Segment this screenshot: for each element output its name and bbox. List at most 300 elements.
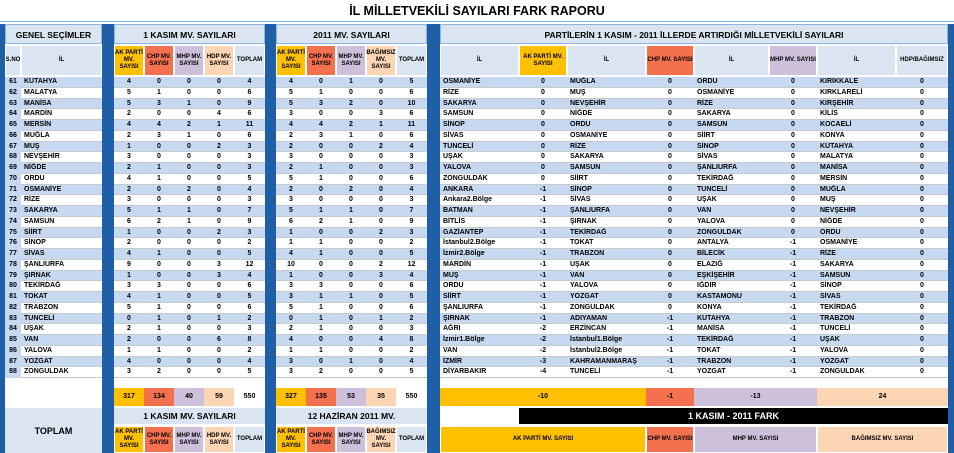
cell-chp-2011: 3 (319, 99, 323, 107)
cell-f-il1: UŞAK (443, 153, 463, 161)
cell-bag-2011: 0 (379, 131, 383, 139)
cell-akp-2011: 2 (289, 325, 293, 333)
cell-f-il4: KİLİS (820, 110, 838, 118)
cell-chp-2011: 1 (319, 239, 323, 247)
cell-hdp: 4 (217, 110, 221, 118)
cell-sno: 79 (5, 271, 21, 282)
cell-f-il1: SİNOP (443, 121, 465, 128)
cell-f-il1: OSMANİYE (443, 78, 481, 85)
cell-chp: 1 (157, 303, 161, 311)
cell-mhp: 0 (187, 78, 191, 85)
cell-chp: 0 (157, 153, 161, 161)
totals-blank (5, 388, 102, 406)
cell-akp-2011: 4 (289, 250, 293, 257)
cell-bag-2011: 2 (379, 260, 383, 268)
cell-chp: 1 (157, 293, 161, 300)
cell-f-il3: SAKARYA (697, 110, 731, 118)
cell-il: MUŞ (24, 142, 40, 150)
cell-akp: 2 (127, 325, 131, 333)
header-f-akp: AK PARTİ MV. SAYISI (519, 45, 567, 76)
cell-f-il4: KOCAELİ (820, 121, 852, 128)
cell-f-il4: MERSİN (820, 174, 848, 182)
cell-akp-2011: 2 (289, 185, 293, 193)
cell-f-akp: 0 (541, 142, 545, 150)
cell-chp: 3 (157, 131, 161, 139)
cell-mhp-2011: 0 (349, 325, 353, 333)
cell-f-chp: -1 (666, 314, 674, 322)
cell-f-il2: İstanbul2.Bölge (570, 346, 623, 354)
cell-f-il3: SİVAS (697, 153, 718, 161)
cell-f-hdp: 0 (920, 153, 924, 161)
cell-mhp-2011: 0 (349, 174, 353, 182)
cell-toplam-2011: 2 (409, 346, 414, 354)
header-akp-2011: AK PARTİ MV. SAYISI (276, 45, 306, 76)
cell-il: UŞAK (24, 325, 44, 333)
cell-bag-2011: 2 (379, 228, 383, 236)
footer-haziran: 12 HAZİRAN 2011 MV. (276, 408, 427, 424)
cell-mhp-2011: 0 (349, 164, 353, 171)
footer-f-bag: BAĞIMSIZ MV. SAYISI (817, 426, 948, 453)
cell-f-hdp: 0 (920, 185, 924, 193)
cell-bag-2011: 3 (379, 110, 383, 118)
header-f-il1: İL (440, 45, 519, 76)
cell-il: MARDİN (24, 110, 52, 118)
cell-f-hdp: 0 (920, 260, 924, 268)
cell-mhp: 0 (187, 153, 191, 161)
cell-bag-2011: 0 (379, 164, 383, 171)
cell-f-mhp: 0 (791, 174, 795, 182)
cell-akp: 3 (127, 153, 131, 161)
cell-toplam-2011: 4 (409, 271, 414, 279)
cell-toplam-2011: 5 (409, 78, 414, 85)
cell-chp-2011: 2 (319, 368, 323, 376)
cell-f-il4: KONYA (820, 131, 845, 139)
cell-f-il3: KONYA (697, 303, 722, 311)
cell-chp: 0 (157, 196, 161, 204)
cell-hdp: 0 (217, 196, 221, 204)
cell-hdp: 0 (217, 78, 221, 85)
cell-f-akp: 0 (541, 78, 545, 85)
cell-f-mhp: 0 (791, 196, 795, 204)
cell-f-il1: ANKARA (443, 185, 474, 193)
cell-toplam-2011: 5 (409, 250, 414, 257)
cell-il: ZONGULDAK (24, 368, 69, 376)
cell-chp: 0 (157, 336, 161, 343)
cell-mhp: 0 (187, 142, 191, 150)
cell-akp: 5 (127, 88, 131, 96)
footer-blank (440, 408, 519, 424)
cell-f-hdp: 0 (920, 271, 924, 279)
cell-toplam: 3 (247, 228, 252, 236)
cell-mhp-2011: 2 (349, 185, 353, 193)
cell-f-il3: UŞAK (697, 196, 717, 204)
header-bagimsiz-2011: BAĞIMSIZ MV. SAYISI (366, 45, 396, 76)
cell-mhp-2011: 1 (349, 78, 353, 85)
cell-f-il4: KIRŞEHİR (820, 99, 854, 107)
section-partiler: PARTİLERİN 1 KASIM - 2011 İLLERDE ARTIRDIĞI MİLLETVEKİLİ SAYILARI (440, 24, 948, 44)
cell-bag-2011: 0 (379, 250, 383, 257)
cell-f-mhp: -1 (789, 282, 797, 290)
cell-hdp: 0 (217, 99, 221, 107)
section-kasim: 1 KASIM MV. SAYILARI (114, 24, 265, 44)
cell-chp: 1 (157, 250, 161, 257)
footer-fark: 1 KASIM - 2011 FARK (519, 408, 948, 424)
cell-f-il1: YALOVA (443, 164, 472, 171)
cell-f-il3: ORDU (697, 78, 718, 85)
cell-f-akp: 0 (541, 153, 545, 161)
cell-mhp-2011: 1 (349, 357, 353, 365)
cell-mhp: 0 (187, 303, 191, 311)
cell-chp: 1 (157, 174, 161, 182)
cell-f-il2: KAHRAMANMARAŞ (570, 357, 637, 365)
cell-f-hdp: 0 (920, 346, 924, 354)
footer-f-mhp: MHP MV. SAYISI (694, 426, 817, 453)
cell-f-chp: -1 (666, 325, 674, 333)
cell-chp: 0 (157, 357, 161, 365)
cell-bag-2011: 1 (379, 314, 383, 322)
cell-il: ŞANLIURFA (24, 260, 65, 268)
cell-f-il4: NİĞDE (820, 217, 843, 225)
cell-f-mhp: 0 (791, 121, 795, 128)
cell-akp-2011: 4 (289, 121, 293, 128)
cell-f-il2: ERZİNCAN (570, 325, 607, 333)
cell-toplam: 8 (247, 336, 252, 343)
cell-f-il4: ZONGULDAK (820, 368, 865, 376)
cell-mhp: 2 (187, 185, 191, 193)
footer-kasim: 1 KASIM MV. SAYILARI (114, 408, 265, 424)
cell-hdp: 0 (217, 250, 221, 257)
header-toplam-2011: TOPLAM (396, 45, 427, 76)
cell-akp-2011: 3 (289, 110, 293, 118)
cell-akp-2011: 3 (289, 368, 293, 376)
cell-f-il3: ELAZIĞ (697, 260, 723, 268)
cell-chp-2011: 1 (319, 303, 323, 311)
cell-f-mhp: -1 (789, 336, 797, 343)
total-2011: 550 (396, 388, 427, 406)
cell-toplam: 4 (247, 357, 252, 365)
cell-f-il4: SAMSUN (820, 271, 851, 279)
cell-mhp-2011: 2 (349, 99, 353, 107)
header-f-il3: İL (694, 45, 769, 76)
cell-hdp: 0 (217, 346, 221, 354)
cell-akp-2011: 3 (289, 282, 293, 290)
cell-chp: 1 (157, 346, 161, 354)
cell-f-akp: -1 (539, 196, 547, 204)
cell-hdp: 0 (217, 207, 221, 214)
cell-f-il3: TUNCELİ (697, 185, 728, 193)
cell-f-il2: ORDU (570, 121, 591, 128)
cell-f-mhp: -1 (789, 314, 797, 322)
cell-f-hdp: 0 (920, 228, 924, 236)
cell-toplam: 6 (247, 110, 252, 118)
cell-chp: 0 (157, 239, 161, 247)
cell-f-il3: SİNOP (697, 142, 719, 150)
cell-chp-2011: 0 (319, 153, 323, 161)
cell-f-mhp: -1 (789, 260, 797, 268)
cell-sno: 69 (5, 163, 21, 174)
cell-f-chp: 0 (668, 99, 672, 107)
cell-il: TOKAT (24, 293, 48, 300)
cell-f-il3: KÜTAHYA (697, 314, 731, 322)
cell-hdp: 3 (217, 271, 221, 279)
cell-toplam: 4 (247, 78, 252, 85)
cell-f-hdp: 0 (920, 217, 924, 225)
cell-akp-2011: 1 (289, 346, 293, 354)
cell-il: ORDU (24, 174, 45, 182)
cell-f-hdp: 0 (920, 121, 924, 128)
cell-f-il3: IĞDIR (697, 282, 717, 290)
cell-chp: 0 (157, 228, 161, 236)
cell-f-chp: 0 (668, 250, 672, 257)
cell-toplam: 3 (247, 142, 252, 150)
cell-chp-2011: 0 (319, 228, 323, 236)
footer-f-akp: AK PARTİ MV. SAYISI (440, 426, 646, 453)
cell-f-il1: BİTLİS (443, 217, 466, 225)
cell-akp-2011: 5 (289, 303, 293, 311)
cell-f-chp: -1 (666, 346, 674, 354)
cell-chp: 0 (157, 110, 161, 118)
cell-mhp-2011: 0 (349, 346, 353, 354)
cell-chp-2011: 0 (319, 357, 323, 365)
cell-f-chp: 0 (668, 271, 672, 279)
cell-f-akp: 0 (541, 164, 545, 171)
cell-toplam: 3 (247, 196, 252, 204)
cell-il: MUĞLA (24, 131, 50, 139)
cell-hdp: 0 (217, 368, 221, 376)
cell-hdp: 0 (217, 239, 221, 247)
cell-f-hdp: 0 (920, 164, 924, 171)
cell-f-il3: TOKAT (697, 346, 721, 354)
cell-f-akp: -1 (539, 228, 547, 236)
cell-akp: 5 (127, 99, 131, 107)
cell-toplam: 12 (245, 260, 254, 268)
cell-f-mhp: 0 (791, 131, 795, 139)
section-genel: GENEL SEÇİMLER (5, 24, 102, 44)
cell-f-il3: TEKİRDAĞ (697, 174, 734, 182)
cell-toplam-2011: 2 (409, 314, 414, 322)
cell-f-il1: SİİRT (443, 293, 461, 300)
cell-sno: 73 (5, 206, 21, 217)
total-kasim: 317 (114, 388, 144, 406)
cell-f-il2: SAKARYA (570, 153, 604, 161)
cell-f-akp: 0 (541, 174, 545, 182)
cell-akp-2011: 5 (289, 99, 293, 107)
cell-akp-2011: 2 (289, 142, 293, 150)
cell-toplam: 9 (247, 217, 252, 225)
cell-f-il3: SİİRT (697, 131, 715, 139)
cell-bag-2011: 0 (379, 368, 383, 376)
cell-il: SİVAS (24, 250, 45, 257)
cell-f-chp: 0 (668, 217, 672, 225)
cell-f-il3: ŞANLIURFA (697, 164, 738, 171)
cell-f-il2: TRABZON (570, 250, 605, 257)
cell-f-akp: -1 (539, 293, 547, 300)
cell-il: SAMSUN (24, 217, 55, 225)
cell-il: VAN (24, 336, 39, 343)
cell-f-akp: -4 (539, 368, 547, 376)
total-kasim: 40 (174, 388, 204, 406)
cell-toplam: 6 (247, 131, 252, 139)
cell-akp: 3 (127, 282, 131, 290)
cell-toplam: 6 (247, 282, 252, 290)
cell-chp-2011: 0 (319, 185, 323, 193)
cell-chp: 0 (157, 185, 161, 193)
cell-chp: 2 (157, 217, 161, 225)
cell-f-mhp: -1 (789, 325, 797, 333)
cell-il: NİĞDE (24, 164, 47, 171)
total-fark: -1 (646, 388, 694, 406)
cell-mhp: 0 (187, 260, 191, 268)
cell-f-il3: KASTAMONU (697, 293, 742, 300)
cell-chp: 0 (157, 260, 161, 268)
footer-f-chp: CHP MV. SAYISI (646, 426, 694, 453)
cell-hdp: 0 (217, 131, 221, 139)
cell-f-il1: ORDU (443, 282, 464, 290)
cell-f-akp: 0 (541, 121, 545, 128)
cell-hdp: 0 (217, 88, 221, 96)
cell-mhp: 0 (187, 314, 191, 322)
cell-f-mhp: 0 (791, 207, 795, 214)
cell-sno: 65 (5, 120, 21, 131)
cell-il: TEKİRDAĞ (24, 282, 61, 290)
cell-f-il2: MUĞLA (570, 78, 596, 85)
header-mhp-2011: MHP MV. SAYISI (336, 45, 366, 76)
cell-sno: 68 (5, 152, 21, 163)
cell-f-chp: 0 (668, 110, 672, 118)
cell-f-il4: TRABZON (820, 314, 855, 322)
header-f-il4: İL (817, 45, 896, 76)
cell-f-chp: 0 (668, 293, 672, 300)
total-fark: -10 (440, 388, 646, 406)
cell-mhp-2011: 1 (349, 293, 353, 300)
cell-chp: 0 (157, 271, 161, 279)
cell-akp: 4 (127, 293, 131, 300)
cell-akp-2011: 1 (289, 228, 293, 236)
header-chp-2011: CHP MV. SAYISI (306, 45, 336, 76)
cell-il: YOZGAT (24, 357, 53, 365)
cell-toplam-2011: 6 (409, 88, 414, 96)
cell-mhp: 0 (187, 110, 191, 118)
cell-f-hdp: 0 (920, 131, 924, 139)
cell-mhp-2011: 0 (349, 153, 353, 161)
footer-2011-head: AK PARTİ MV. SAYISI (276, 426, 306, 453)
cell-f-hdp: 0 (920, 293, 924, 300)
cell-f-il3: ZONGULDAK (697, 228, 742, 236)
cell-akp-2011: 5 (289, 207, 293, 214)
cell-mhp: 1 (187, 217, 191, 225)
cell-akp: 4 (127, 357, 131, 365)
cell-chp: 0 (157, 142, 161, 150)
cell-f-hdp: 0 (920, 99, 924, 107)
cell-f-il2: NEVŞEHİR (570, 99, 606, 107)
cell-f-hdp: 0 (920, 325, 924, 333)
cell-f-chp: 0 (668, 303, 672, 311)
cell-f-chp: 0 (668, 164, 672, 171)
footer-kasim-head: CHP MV. SAYISI (144, 426, 174, 453)
cell-mhp: 0 (187, 293, 191, 300)
cell-hdp: 1 (217, 314, 221, 322)
cell-toplam: 2 (247, 239, 252, 247)
cell-f-akp: -1 (539, 239, 547, 247)
cell-f-il2: MUŞ (570, 88, 586, 96)
cell-f-akp: -1 (539, 207, 547, 214)
cell-f-mhp: -1 (789, 368, 797, 376)
cell-bag-2011: 0 (379, 78, 383, 85)
cell-hdp: 6 (217, 336, 221, 343)
total-fark: -13 (694, 388, 817, 406)
cell-il: YALOVA (24, 346, 53, 354)
cell-chp-2011: 0 (319, 142, 323, 150)
cell-mhp: 0 (187, 282, 191, 290)
cell-f-il1: Ankara2.Bölge (443, 196, 493, 204)
cell-f-il3: BİLECİK (697, 250, 725, 257)
cell-bag-2011: 3 (379, 271, 383, 279)
cell-f-mhp: -1 (789, 271, 797, 279)
cell-mhp-2011: 1 (349, 207, 353, 214)
cell-akp: 1 (127, 228, 131, 236)
cell-chp-2011: 1 (319, 164, 323, 171)
cell-toplam: 2 (247, 314, 252, 322)
cell-f-il1: GAZİANTEP (443, 228, 484, 236)
cell-f-chp: 0 (668, 207, 672, 214)
cell-f-mhp: -1 (789, 239, 797, 247)
cell-akp: 4 (127, 121, 131, 128)
cell-il: ŞIRNAK (24, 271, 51, 279)
cell-chp-2011: 1 (319, 207, 323, 214)
cell-sno: 81 (5, 292, 21, 303)
cell-toplam-2011: 5 (409, 293, 414, 300)
cell-mhp: 2 (187, 121, 191, 128)
cell-toplam-2011: 4 (409, 142, 414, 150)
cell-f-akp: -1 (539, 271, 547, 279)
cell-sno: 63 (5, 99, 21, 110)
cell-f-hdp: 0 (920, 239, 924, 247)
cell-chp-2011: 1 (319, 325, 323, 333)
cell-mhp: 1 (187, 131, 191, 139)
cell-toplam-2011: 4 (409, 185, 414, 193)
cell-bag-2011: 0 (379, 99, 383, 107)
total-kasim: 134 (144, 388, 174, 406)
cell-bag-2011: 0 (379, 185, 383, 193)
cell-toplam-2011: 3 (409, 153, 414, 161)
cell-f-mhp: -1 (789, 293, 797, 300)
cell-il: OSMANİYE (24, 185, 62, 193)
cell-sno: 82 (5, 303, 21, 314)
cell-toplam-2011: 3 (409, 196, 414, 204)
cell-mhp-2011: 0 (349, 260, 353, 268)
cell-akp: 0 (127, 314, 131, 322)
cell-il: MALATYA (24, 88, 58, 96)
cell-akp: 2 (127, 239, 131, 247)
footer-2011-head: TOPLAM (396, 426, 427, 453)
cell-f-il4: YALOVA (820, 346, 849, 354)
cell-f-il3: OSMANİYE (697, 88, 735, 96)
cell-f-il1: AĞRI (443, 325, 461, 333)
cell-chp-2011: 1 (319, 88, 323, 96)
cell-il: SAKARYA (24, 207, 58, 214)
cell-mhp: 0 (187, 88, 191, 96)
cell-akp: 6 (127, 217, 131, 225)
cell-f-mhp: 0 (791, 99, 795, 107)
cell-f-chp: 0 (668, 185, 672, 193)
cell-bag-2011: 0 (379, 153, 383, 161)
cell-toplam-2011: 6 (409, 282, 414, 290)
cell-akp-2011: 3 (289, 196, 293, 204)
cell-f-chp: 0 (668, 239, 672, 247)
header-hdp: HDP MV. SAYISI (204, 45, 234, 76)
cell-f-il2: VAN (570, 271, 585, 279)
cell-f-mhp: -1 (789, 346, 797, 354)
